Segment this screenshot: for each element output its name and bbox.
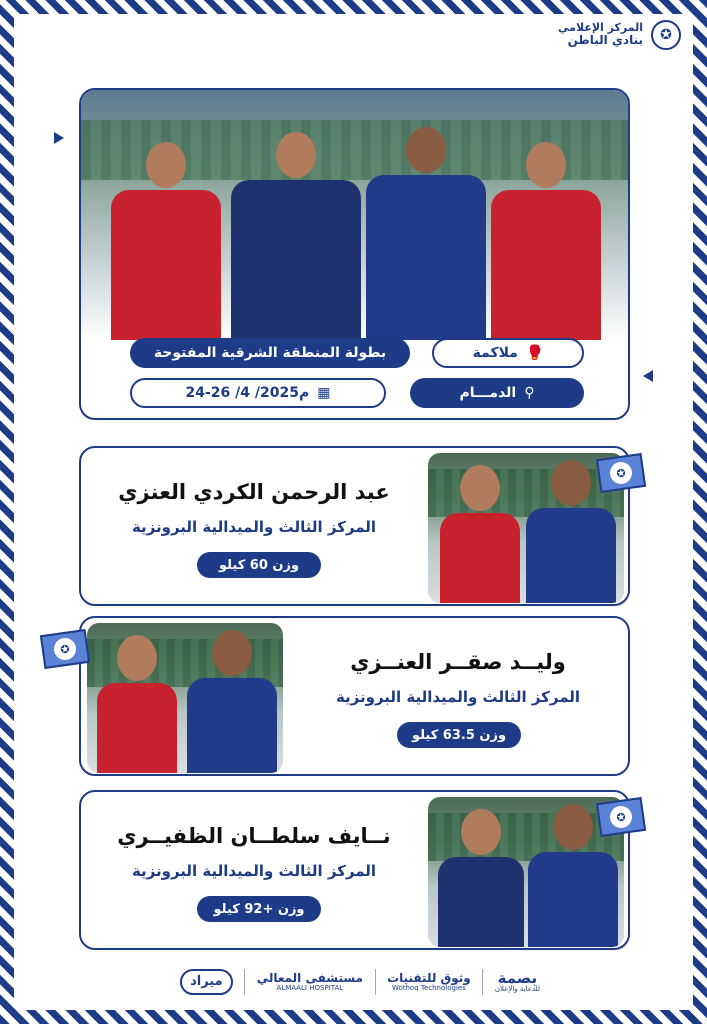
club-flag-icon: ✪ [596,453,646,493]
club-seal-icon: ✪ [651,20,681,50]
city-badge [410,378,584,408]
sponsors-bar [180,960,540,1004]
brand-line-1: المركز الإعلامي [558,20,643,34]
sponsor-wothoq: وثوق للتقنيات Wothoq Technologies [387,970,471,992]
weight-badge: وزن 60 كيلو [197,552,321,578]
boxing-glove-icon: 🥊 [525,345,544,361]
athlete-photo [428,797,624,947]
weight-badge: وزن +92 كيلو [197,896,321,922]
sponsor-basma: بصمة للدعاية والإعلان [494,968,540,994]
media-center-logo [558,20,681,50]
city-label: الدمـــام [459,385,517,401]
location-pin-icon: ⚲ [524,385,535,401]
athlete-name: عبد الرحمن الكردي العنزي [118,480,390,504]
brand-line-2: بنادي الباطن [567,33,643,48]
triangle-marker-icon [54,132,64,144]
club-flag-icon: ✪ [596,797,646,837]
calendar-icon: ▦ [317,385,331,401]
athlete-name: وليــد صقــر العنــزي [350,650,566,674]
sponsor-almaali-hospital: مستشفى المعالي ALMAALI HOSPITAL [256,970,363,992]
athlete-card [79,790,630,950]
athlete-photo [428,453,624,603]
sport-badge [432,338,584,368]
sport-label: ملاكمة [472,345,518,361]
athlete-achievement: المركز الثالث والميدالية البرونزية [131,862,377,880]
hero-card [79,88,630,420]
club-flag-icon: ✪ [40,629,90,669]
championship-badge [130,338,410,368]
date-label: 24-26 /4 /2025م [185,385,310,401]
date-badge [130,378,386,408]
team-photo [81,90,628,340]
athlete-achievement: المركز الثالث والميدالية البرونزية [335,688,581,706]
athlete-name: نــايف سلطــان الظفيــري [117,824,391,848]
weight-badge: وزن 63.5 كيلو [397,722,521,748]
athlete-photo [87,623,283,773]
triangle-marker-icon [643,370,653,382]
athlete-card [79,616,630,776]
athlete-achievement: المركز الثالث والميدالية البرونزية [131,518,377,536]
championship-label: بطولة المنطقة الشرقية المفتوحة [153,345,387,361]
sponsor-miraad: ميراد [180,969,233,995]
athlete-card [79,446,630,606]
